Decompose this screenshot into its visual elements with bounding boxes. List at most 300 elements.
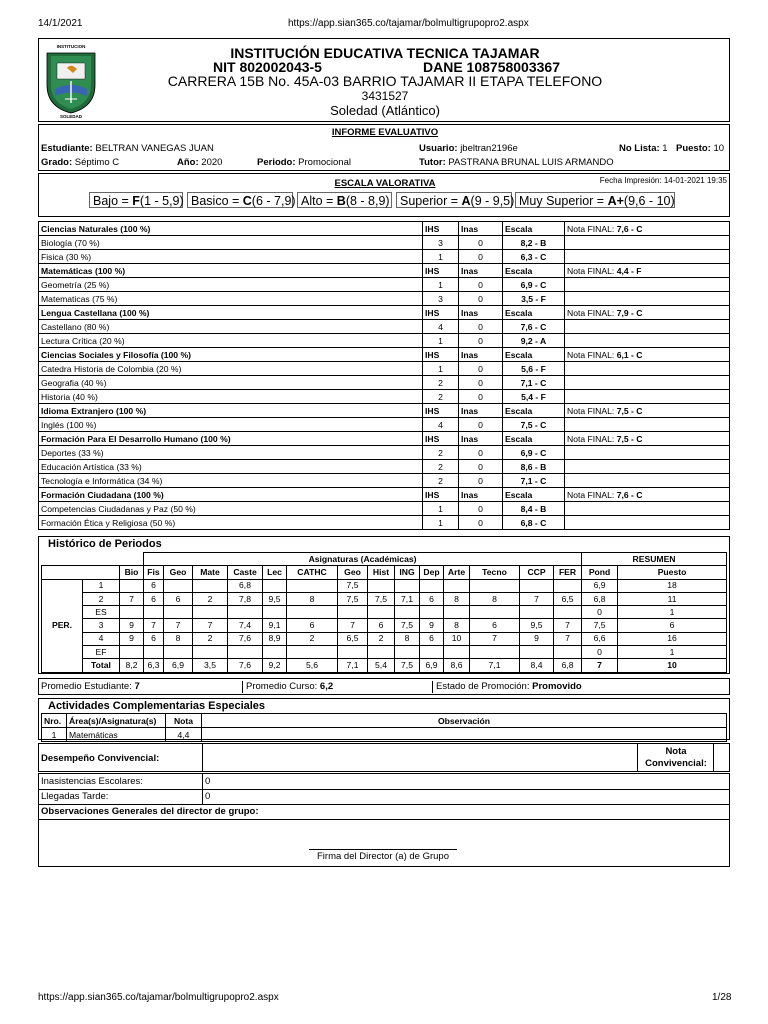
activities-title: Actividades Complementarias Especiales [48,700,266,712]
history-cell: 6,5 [554,592,582,605]
history-cell [164,606,193,619]
subject-ihs: 1 [423,516,459,530]
history-cell: 6,9 [164,659,193,672]
subject-inas: 0 [459,292,503,306]
subject-empty [565,474,730,488]
subject-row [39,390,730,404]
subject-scale: 7,1 - C [503,376,565,390]
subject-inas: 0 [459,320,503,334]
subject-name: Historia (40 %) [39,390,423,404]
subject-scale: 7,1 - C [503,474,565,488]
subject-inas: 0 [459,460,503,474]
final-label: Nota FINAL: [567,265,615,276]
history-cell: 9 [120,619,144,632]
history-cell: 2 [287,632,338,645]
subject-ihs: 1 [423,362,459,376]
history-cell: 9 [520,632,554,645]
subject-empty [565,334,730,348]
history-cell: 6,5 [338,632,368,645]
subject-ihs: 1 [423,334,459,348]
institution-dane: DANE 108758003367 [423,59,560,75]
subject-name: Tecnología e Informática (34 %) [39,474,423,488]
subject-scale: 8,6 - B [503,460,565,474]
convivencia-label: Desempeño Convivencial: [41,753,160,764]
history-summary-label: RESUMEN [582,553,727,566]
history-cell: 1 [618,606,727,619]
student-label: Estudiante: [41,143,93,154]
subject-empty [565,278,730,292]
subject-inas: 0 [459,474,503,488]
subject-row [39,502,730,516]
history-row [42,592,727,605]
subject-scale: 5,6 - F [503,362,565,376]
llegadas-value: 0 [205,791,211,802]
history-cell: 7,5 [582,619,618,632]
history-cell [144,606,164,619]
subject-inas: 0 [459,362,503,376]
subject-row [39,474,730,488]
history-header-row [42,566,727,579]
grades-table [38,221,730,530]
history-cell: 18 [618,579,727,592]
history-col-header: Hist [368,566,395,579]
history-cell [287,606,338,619]
scale-box [38,173,730,217]
history-col-header: Caste [228,566,263,579]
history-cell: 9,5 [520,619,554,632]
history-cell: 9,5 [263,592,287,605]
area-final [565,488,730,502]
student-name: BELTRAN VANEGAS JUAN [95,143,214,154]
col-ihs: IHS [423,306,459,320]
history-cell: 8 [444,592,470,605]
area-row [39,348,730,362]
convivencia-box [38,743,730,772]
grade-label: Grado: [41,157,73,168]
history-cell: 7,1 [338,659,368,672]
tutor-value: PASTRANA BRUNAL LUIS ARMANDO [448,157,614,168]
history-cell: 7,5 [395,619,420,632]
subject-empty [565,446,730,460]
final-value: 7,5 - C [616,405,643,416]
activity-nro: 1 [42,728,67,742]
col-escala: Escala [503,348,565,362]
institution-name: INSTITUCIÓN EDUCATIVA TECNICA TAJAMAR [230,45,540,61]
col-escala: Escala [503,264,565,278]
final-label: Nota FINAL: [567,433,615,444]
institution-city: Soledad (Atlántico) [330,103,440,118]
history-cell [228,606,263,619]
history-col-header: Mate [193,566,228,579]
col-area: Área(s)/Asignatura(s) [67,714,166,728]
area-final [565,306,730,320]
area-final [565,264,730,278]
history-cell [338,646,368,659]
history-cell [228,646,263,659]
subject-row [39,292,730,306]
col-ihs: IHS [423,264,459,278]
history-cell: 9,2 [263,659,287,672]
history-col-header: ING [395,566,420,579]
history-cell: 9 [420,619,444,632]
history-cell: 7,5 [338,592,368,605]
subject-scale: 6,3 - C [503,250,565,264]
history-cell [120,606,144,619]
scale-name: Basico = [191,194,243,208]
history-col-header: Dep [420,566,444,579]
history-cell: 7 [164,619,193,632]
history-cell [395,579,420,592]
subject-name: Competencias Ciudadanas y Paz (50 %) [39,502,423,516]
final-value: 7,9 - C [616,307,643,318]
subject-ihs: 1 [423,278,459,292]
subject-inas: 0 [459,334,503,348]
history-row [42,619,727,632]
activities-header-row [42,714,727,728]
subject-ihs: 3 [423,292,459,306]
history-cell [164,579,193,592]
institution-phone: 3431527 [361,89,409,103]
history-title: Histórico de Periodos [48,538,162,550]
history-cell: 7,1 [470,659,520,672]
subject-ihs: 1 [423,502,459,516]
student-avg-label: Promedio Estudiante: [41,681,132,692]
scale-name: Bajo = [93,194,133,208]
history-cell: 9,1 [263,619,287,632]
subject-empty [565,376,730,390]
subject-row [39,320,730,334]
history-cell [144,646,164,659]
subject-scale: 7,5 - C [503,418,565,432]
subject-inas: 0 [459,502,503,516]
report-title: INFORME EVALUATIVO [331,127,439,138]
subject-scale: 6,9 - C [503,278,565,292]
history-cell [193,579,228,592]
subject-inas: 0 [459,250,503,264]
history-cell [164,646,193,659]
subject-empty [565,418,730,432]
scale-letter: B [336,194,346,208]
history-row [42,632,727,645]
subject-inas: 0 [459,376,503,390]
scale-letter: C [242,194,252,208]
subject-ihs: 4 [423,320,459,334]
col-inas: Inas [459,306,503,320]
history-col-header: CATHC [287,566,338,579]
history-cell: 8,9 [263,632,287,645]
scale-item [515,192,675,208]
history-cell [287,646,338,659]
subject-scale: 8,2 - B [503,236,565,250]
history-cell: 6 [144,632,164,645]
history-cell: 2 [368,632,395,645]
area-row [39,404,730,418]
history-cell [520,579,554,592]
history-row [42,579,727,592]
signature-caption: Firma del Director (a) de Grupo [317,851,449,862]
activity-row [42,728,727,742]
subject-row [39,250,730,264]
course-avg: 6,2 [319,681,334,692]
period-value: Promocional [298,157,351,168]
subject-empty [565,362,730,376]
course-avg-label: Promedio Curso: [246,681,318,692]
subject-ihs: 2 [423,446,459,460]
history-cell [120,579,144,592]
history-cell: 5,4 [368,659,395,672]
final-label: Nota FINAL: [567,405,615,416]
history-cell: 6 [287,619,338,632]
area-row [39,222,730,236]
history-corner [42,566,120,579]
final-value: 4,4 - F [616,265,642,276]
area-name: Matemáticas (100 %) [39,264,423,278]
history-cell [444,606,470,619]
history-col-header: Geo [164,566,193,579]
col-ihs: IHS [423,348,459,362]
scale-range: (9 - 9,5) [470,194,515,208]
col-ihs: IHS [423,404,459,418]
institution-logo [43,41,99,119]
history-cell: 16 [618,632,727,645]
subject-empty [565,502,730,516]
scale-name: Superior = [400,194,462,208]
subject-ihs: 4 [423,418,459,432]
history-cell [554,579,582,592]
history-cell [444,646,470,659]
col-escala: Escala [503,404,565,418]
student-avg: 7 [134,681,140,692]
history-cell: 6 [420,632,444,645]
subject-scale: 8,4 - B [503,502,565,516]
area-name: Formación Ciudadana (100 %) [39,488,423,502]
history-cell: 6 [420,592,444,605]
history-cell: 8,2 [120,659,144,672]
header-box [38,38,730,122]
history-cell: 6 [144,579,164,592]
history-col-header: Arte [444,566,470,579]
col-observacion: Observación [202,714,727,728]
col-inas: Inas [459,222,503,236]
period-label: Total [83,659,120,672]
subject-inas: 0 [459,278,503,292]
history-cell [420,606,444,619]
rank-value: 10 [713,143,725,154]
history-cell [338,606,368,619]
subject-row [39,236,730,250]
history-cell: 6,6 [582,632,618,645]
history-cell [470,579,520,592]
nota-convivencial-label-2: Convivencial: [645,758,707,769]
history-cell [520,646,554,659]
history-cell: 7,8 [228,592,263,605]
subject-name: Castellano (80 %) [39,320,423,334]
history-cell: 7,5 [395,659,420,672]
history-cell: 8 [444,619,470,632]
history-cell: 10 [618,659,727,672]
subject-scale: 6,9 - C [503,446,565,460]
history-cell [420,646,444,659]
observaciones-label: Observaciones Generales del director de grupo: [41,806,259,817]
list-label: No Lista: [619,143,660,154]
print-timestamp: Fecha Impresión: 14-01-2021 19:35 [599,176,727,185]
year-label: Año: [177,157,199,168]
subject-name: Biología (70 %) [39,236,423,250]
promotion-label: Estado de Promoción: [436,681,530,692]
history-row [42,646,727,659]
student-info-box [38,124,730,171]
activity-obs [202,728,727,742]
history-cell: 8 [164,632,193,645]
col-escala: Escala [503,488,565,502]
history-cell: 11 [618,592,727,605]
inasistencias-label: Inasistencias Escolares: [41,776,143,787]
shield-icon [43,41,99,119]
period-label: 3 [83,619,120,632]
nota-convivencial-label-1: Nota [665,746,687,757]
subject-row [39,460,730,474]
history-cell: 7,1 [395,592,420,605]
history-cell: 7 [554,632,582,645]
subject-empty [565,292,730,306]
history-table [41,552,727,673]
subject-name: Matematicas (75 %) [39,292,423,306]
subject-inas: 0 [459,516,503,530]
subject-inas: 0 [459,418,503,432]
subject-ihs: 1 [423,250,459,264]
col-nota: Nota [166,714,202,728]
history-cell [420,579,444,592]
col-escala: Escala [503,306,565,320]
history-cell [263,606,287,619]
subject-empty [565,516,730,530]
history-cell [395,646,420,659]
history-cell [120,646,144,659]
final-value: 6,1 - C [616,349,643,360]
scale-item [89,192,183,208]
period-label: 4 [83,632,120,645]
activities-table [41,713,727,742]
scale-item [297,192,392,208]
history-cell [193,606,228,619]
history-row [42,606,727,619]
history-cell: 7,5 [338,579,368,592]
summary-bar [38,678,730,695]
subject-empty [565,390,730,404]
final-value: 7,6 - C [616,223,643,234]
page-number: 1/28 [712,992,732,1003]
history-cell: 8 [287,592,338,605]
history-cell: 7 [520,592,554,605]
history-cell: 6 [618,619,727,632]
area-final [565,432,730,446]
history-cell: 0 [582,646,618,659]
history-col-header: Puesto [618,566,727,579]
history-cell: 7 [120,592,144,605]
history-col-header: Tecno [470,566,520,579]
scale-letter: A [461,194,471,208]
history-cell [263,646,287,659]
history-cell: 8 [470,592,520,605]
history-cell [368,606,395,619]
subject-row [39,418,730,432]
area-row [39,264,730,278]
scale-item [187,192,296,208]
col-inas: Inas [459,488,503,502]
subject-name: Educación Artística (33 %) [39,460,423,474]
history-cell: 3,5 [193,659,228,672]
subject-inas: 0 [459,446,503,460]
list-value: 1 [662,143,668,154]
col-inas: Inas [459,432,503,446]
col-inas: Inas [459,348,503,362]
tutor-label: Tutor: [419,157,446,168]
history-col-header: CCP [520,566,554,579]
history-cell: 8,4 [520,659,554,672]
subject-name: Formación Ética y Religiosa (50 %) [39,516,423,530]
scale-item [396,192,515,208]
history-col-header: Lec [263,566,287,579]
area-name: Ciencias Sociales y Filosofía (100 %) [39,348,423,362]
history-cell [395,606,420,619]
history-cell [470,646,520,659]
inasistencias-value: 0 [205,776,211,787]
period-label: 2 [83,592,120,605]
area-final [565,348,730,362]
grades-table-wrap [38,221,730,530]
activity-area: Matemáticas [67,728,166,742]
print-url: https://app.sian365.co/tajamar/bolmultigrupopro2.aspx [288,18,529,29]
history-cell: 7 [470,632,520,645]
period-label: Periodo: [257,157,296,168]
subject-ihs: 2 [423,474,459,488]
history-cell: 8 [395,632,420,645]
area-name: Idioma Extranjero (100 %) [39,404,423,418]
history-cell [287,579,338,592]
history-cell: 7 [338,619,368,632]
final-label: Nota FINAL: [567,223,615,234]
history-cell: 7 [554,619,582,632]
history-cell: 1 [618,646,727,659]
year-value: 2020 [201,157,223,168]
history-col-header: Pond [582,566,618,579]
subject-scale: 5,4 - F [503,390,565,404]
col-ihs: IHS [423,432,459,446]
history-cell: 6,8 [228,579,263,592]
area-row [39,306,730,320]
col-escala: Escala [503,222,565,236]
history-cell: 6,8 [554,659,582,672]
final-label: Nota FINAL: [567,489,615,500]
history-row [42,659,727,672]
subject-scale: 3,5 - F [503,292,565,306]
history-col-header: Bio [120,566,144,579]
scale-name: Alto = [301,194,337,208]
history-cell: 2 [193,592,228,605]
institution-address: CARRERA 15B No. 45A-03 BARRIO TAJAMAR II ETAPA TELEFONO [167,73,603,89]
history-cell: 6 [144,592,164,605]
history-group-label: Asignaturas (Académicas) [144,553,582,566]
history-cell: 2 [193,632,228,645]
history-cell: 8,6 [444,659,470,672]
area-name: Formación Para El Desarrollo Humano (100 %) [39,432,423,446]
col-ihs: IHS [423,222,459,236]
area-row [39,488,730,502]
history-cell: 6,8 [582,592,618,605]
history-cell: 6 [164,592,193,605]
subject-empty [565,236,730,250]
area-name: Lengua Castellana (100 %) [39,306,423,320]
